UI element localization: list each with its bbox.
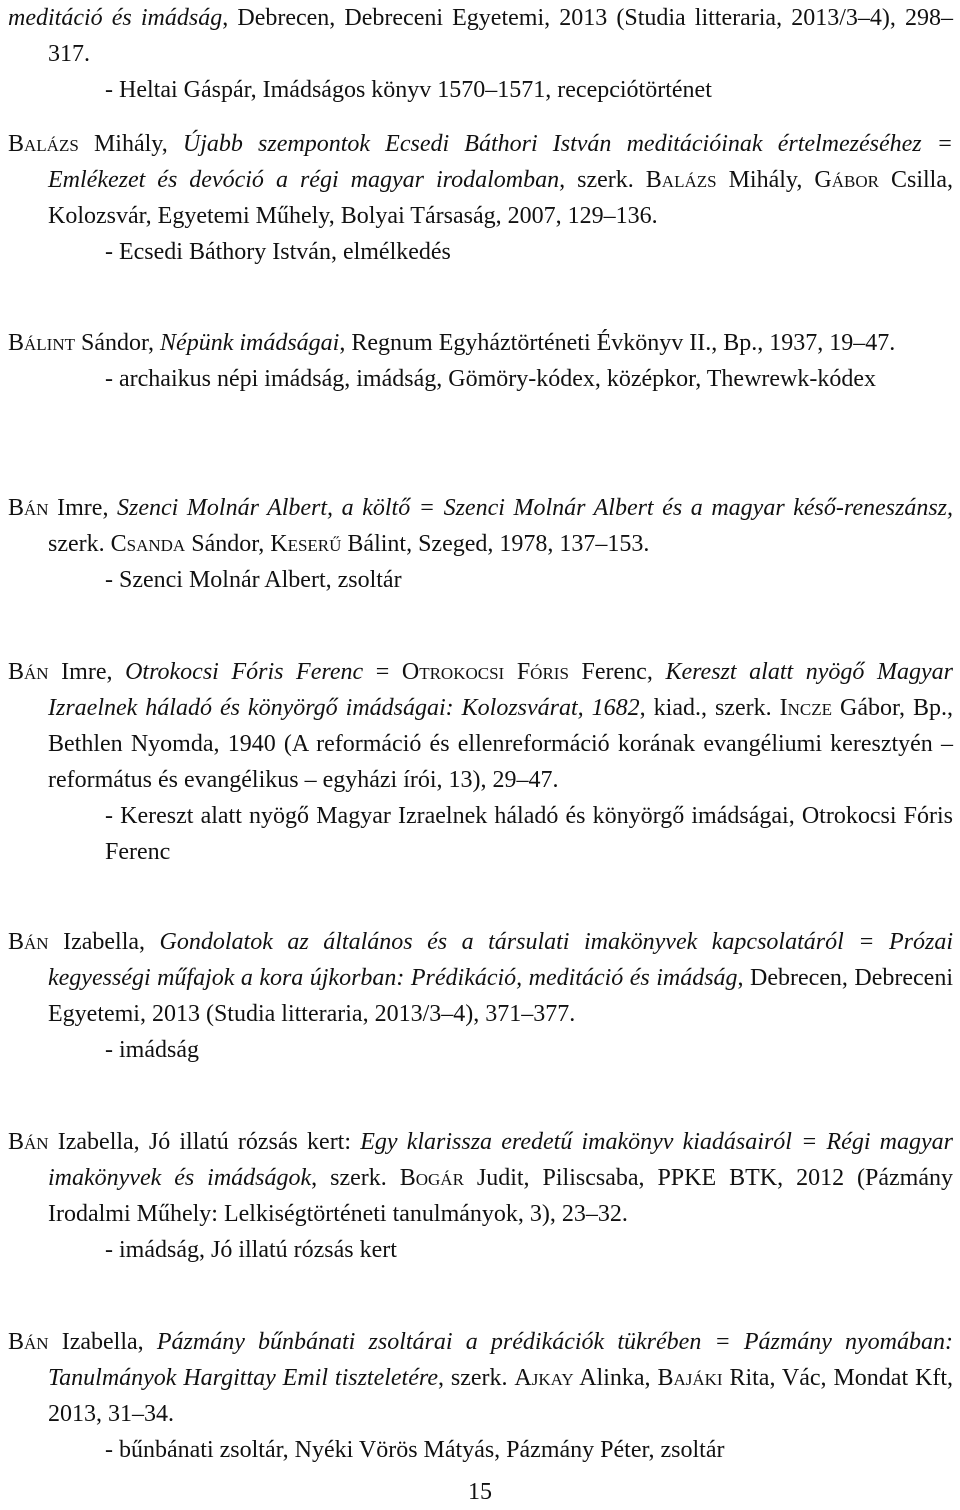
author-name: Bajáki: [657, 1365, 723, 1391]
citation-text: Alinka,: [573, 1365, 658, 1391]
citation-text: Sándor,: [185, 531, 271, 557]
author-name: Bán: [8, 495, 49, 521]
citation-text: Imre,: [48, 495, 118, 521]
entry-keywords: - Kereszt alatt nyögő Magyar Izraelnek háladó és könyörgő imádságai, Otrokocsi Fóris Ferenc: [105, 803, 953, 865]
work-title: Szenci Molnár Albert, a költő = Szenci Molnár Albert és a magyar késő-reneszánsz,: [117, 495, 953, 521]
author-name: Balázs: [645, 167, 717, 193]
citation-text: , szerk.: [311, 1165, 400, 1191]
citation-text: Imre,: [48, 659, 126, 685]
work-title: Újabb szempontok Ecsedi Báthori István meditációinak értelmezéséhez = Emlékezet és devóció a régi magyar irodalomban,: [48, 131, 953, 193]
citation-text: , szerk.: [437, 1365, 515, 1391]
citation-text: Mihály,: [716, 167, 815, 193]
bibliography-entry: [0, 1124, 960, 1268]
author-name: Ajkay: [514, 1365, 574, 1391]
bibliography-entry: [0, 654, 960, 870]
entry-citation: [0, 490, 960, 562]
entry-keywords: - bűnbánati zsoltár, Nyéki Vörös Mátyás, Pázmány Péter, zsoltár: [105, 1437, 725, 1463]
author-name: Balázs: [8, 131, 79, 157]
bibliography-entry: [0, 924, 960, 1068]
work-title: Otrokocsi Fóris Ferenc: [125, 659, 364, 685]
entry-citation: [0, 924, 960, 1032]
author-name: Bálint: [8, 330, 75, 356]
author-name: Bán: [8, 1329, 49, 1355]
citation-text: Izabella,: [48, 1329, 157, 1355]
citation-text: =: [363, 659, 402, 685]
author-name: Bán: [8, 659, 49, 685]
citation-text: Izabella,: [48, 929, 160, 955]
entry-keywords: - imádság: [105, 1037, 199, 1063]
entry-citation: [0, 0, 960, 72]
citation-text: Rita, Vác, Mondat Kft, 2013, 31–34.: [48, 1365, 953, 1427]
bibliography-entry: [0, 1324, 960, 1468]
citation-text: Izabella, Jó illatú rózsás kert:: [48, 1129, 361, 1155]
citation-text: , Debrecen, Debreceni Egyetemi, 2013 (Studia litteraria, 2013/3–4), 371–377.: [48, 965, 953, 1027]
citation-text: [504, 659, 517, 685]
author-name: Bán: [8, 929, 49, 955]
bibliography-entry: [0, 325, 960, 397]
entry-keywords: - Ecsedi Báthory István, elmélkedés: [105, 239, 451, 265]
citation-text: Ferenc,: [568, 659, 666, 685]
work-title: Pázmány bűnbánati zsoltárai a prédikációk tükrében = Pázmány nyomában: Tanulmányok Hargittay Emil tiszteletére: [48, 1329, 954, 1391]
bibliography-entry: [0, 490, 960, 598]
citation-text: , kiad., szerk.: [639, 695, 780, 721]
entry-citation: [0, 325, 960, 361]
citation-text: szerk.: [565, 167, 646, 193]
bibliography-entry: [0, 126, 960, 270]
citation-text: Gábor, Bp., Bethlen Nyomda, 1940 (A reformáció és ellenreformáció korának evangéliumi keresztyén – református és evangélikus – egyházi írói, 13), 29–47.: [48, 695, 954, 793]
entry-citation: [0, 1324, 960, 1432]
entry-citation: [0, 1124, 960, 1232]
work-title: Népünk imádságai: [160, 330, 340, 356]
entry-keywords: - Heltai Gáspár, Imádságos könyv 1570–1571, recepciótörténet: [105, 77, 712, 103]
author-name: Csanda: [110, 531, 186, 557]
citation-text: , Regnum Egyháztörténeti Évkönyv II., Bp., 1937, 19–47.: [339, 330, 896, 356]
page-number: 15: [468, 1479, 492, 1505]
entry-keywords: - archaikus népi imádság, imádság, Gömöry-kódex, középkor, Thewrewk-kódex: [105, 366, 877, 392]
citation-text: Sándor,: [75, 330, 161, 356]
citation-text: Csilla, Kolozsvár, Egyetemi Műhely, Bolyai Társaság, 2007, 129–136.: [48, 167, 953, 229]
author-name: Gábor: [814, 167, 879, 193]
citation-text: Judit, Piliscsaba, PPKE BTK, 2012 (Pázmány Irodalmi Műhely: Lelkiségtörténeti tanulmányok, 3), 23–32.: [48, 1165, 953, 1227]
author-name: Incze: [779, 695, 832, 721]
citation-text: Mihály,: [78, 131, 183, 157]
entry-citation: [0, 654, 960, 798]
work-title: Gondolatok az általános és a társulati imakönyvek kapcsolatáról = Prózai kegyességi műfajok a kora újkorban: Prédikáció, meditáció és imádság: [48, 929, 954, 991]
author-name: Bogár: [399, 1165, 464, 1191]
entry-keywords: - imádság, Jó illatú rózsás kert: [105, 1237, 397, 1263]
entry-citation: [0, 126, 960, 234]
work-title: Egy klarissza eredetű imakönyv kiadásairól = Régi magyar imakönyvek és imádságok: [48, 1129, 953, 1191]
author-name: Bán: [8, 1129, 49, 1155]
author-name: Otrokocsi: [401, 659, 505, 685]
author-name: Keserű: [270, 531, 342, 557]
bibliography-entry: [0, 0, 960, 108]
entry-keywords: - Szenci Molnár Albert, zsoltár: [105, 567, 402, 593]
citation-text: , Debrecen, Debreceni Egyetemi, 2013 (Studia litteraria, 2013/3–4), 298–317.: [48, 5, 953, 67]
citation-text: szerk.: [48, 531, 111, 557]
work-title: Kereszt alatt nyögő Magyar Izraelnek háladó és könyörgő imádságai: Kolozsvárat, 1682: [48, 659, 954, 721]
citation-text: Bálint, Szeged, 1978, 137–153.: [341, 531, 650, 557]
work-title: meditáció és imádság: [8, 5, 223, 31]
author-name: Fóris: [516, 659, 569, 685]
